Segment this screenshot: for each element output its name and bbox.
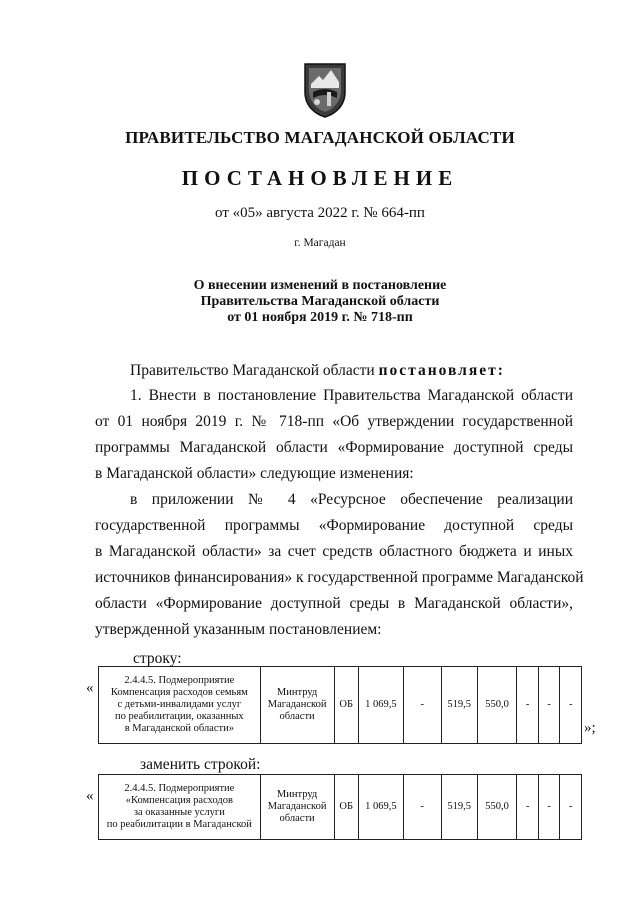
year-cell: - bbox=[517, 775, 539, 840]
cell-line: по реабилитации в Магаданской bbox=[106, 819, 252, 830]
item-1a-paragraph bbox=[95, 487, 584, 643]
close-quote: »; bbox=[584, 720, 596, 736]
year-cell: 550,0 bbox=[477, 775, 517, 840]
subject-line: от 01 ноября 2019 г. № 718-пп bbox=[227, 310, 413, 325]
cell-line: за оказанные услуги bbox=[133, 807, 225, 818]
old-row-table bbox=[98, 666, 582, 744]
year-cell: - bbox=[560, 667, 582, 744]
measure-name-cell bbox=[99, 775, 261, 840]
subject-line: Правительства Магаданской области bbox=[200, 294, 440, 309]
intro-paragraph bbox=[130, 358, 505, 384]
replace-label: заменить строкой: bbox=[140, 756, 261, 773]
decree-subject bbox=[0, 278, 640, 326]
cell-line: в Магаданской области» bbox=[124, 723, 234, 734]
total-cell: 1 069,5 bbox=[358, 775, 403, 840]
year-cell: - bbox=[538, 775, 560, 840]
cell-line: Минтруд bbox=[276, 789, 318, 800]
paragraph-line: в приложении № 4 «Ресурсное обеспечение реализации bbox=[130, 491, 573, 508]
total-cell: 1 069,5 bbox=[358, 667, 403, 744]
year-cell: - bbox=[403, 667, 441, 744]
cell-line: Магаданской bbox=[267, 801, 327, 812]
table-row bbox=[99, 667, 582, 744]
source-cell: ОБ bbox=[334, 775, 358, 840]
open-quote: « bbox=[86, 680, 94, 696]
government-title: ПРАВИТЕЛЬСТВО МАГАДАНСКОЙ ОБЛАСТИ bbox=[125, 128, 515, 147]
subject-line: О внесении изменений в постановление bbox=[193, 278, 447, 293]
paragraph-line: источников финансирования» к государственной программе Магаданской bbox=[95, 569, 584, 586]
new-row-table bbox=[98, 774, 582, 840]
year-cell: - bbox=[517, 667, 539, 744]
paragraph-line: государственной программы «Формирование доступной среды bbox=[95, 517, 573, 534]
source-cell: ОБ bbox=[334, 667, 358, 744]
measure-name-cell bbox=[99, 667, 261, 744]
year-cell: 519,5 bbox=[441, 775, 477, 840]
year-cell: - bbox=[538, 667, 560, 744]
cell-line: 2.4.4.5. Подмероприятие bbox=[124, 675, 235, 686]
cell-line: области bbox=[279, 813, 315, 824]
year-cell: - bbox=[403, 775, 441, 840]
paragraph-line: в Магаданской области» за счет средств областного бюджета и иных bbox=[95, 543, 573, 560]
executor-cell bbox=[260, 775, 334, 840]
paragraph-line: от 01 ноября 2019 г. № 718-пп «Об утверждении государственной bbox=[95, 413, 573, 430]
table-row bbox=[99, 775, 582, 840]
paragraph-line: области «Формирование доступной среды в Магаданской области», bbox=[95, 595, 573, 612]
cell-line: по реабилитации, оказанных bbox=[114, 711, 244, 722]
city: г. Магадан bbox=[294, 237, 346, 249]
paragraph-line: программы Магаданской области «Формирование доступной среды bbox=[95, 439, 573, 456]
paragraph-line: 1. Внести в постановление Правительства Магаданской области bbox=[130, 387, 573, 404]
cell-line: Магаданской bbox=[267, 699, 327, 710]
year-cell: 550,0 bbox=[477, 667, 517, 744]
cell-line: Минтруд bbox=[276, 687, 318, 698]
cell-line: «Компенсация расходов bbox=[125, 795, 233, 806]
item-1-paragraph bbox=[95, 383, 573, 487]
open-quote: « bbox=[86, 788, 94, 804]
document-type: ПОСТАНОВЛЕНИЕ bbox=[181, 166, 459, 190]
executor-cell bbox=[260, 667, 334, 744]
cell-line: Компенсация расходов семьям bbox=[110, 687, 248, 698]
date-and-number: от «05» августа 2022 г. № 664-пп bbox=[215, 205, 425, 221]
coat-of-arms-icon bbox=[301, 62, 349, 118]
paragraph-line: утвержденной указанным постановлением: bbox=[95, 621, 382, 638]
cell-line: области bbox=[279, 711, 315, 722]
cell-line: с детьми-инвалидами услуг bbox=[117, 699, 242, 710]
year-cell: - bbox=[560, 775, 582, 840]
intro-emphasis: постановляет: bbox=[378, 362, 505, 379]
row-label: строку: bbox=[133, 650, 182, 667]
year-cell: 519,5 bbox=[441, 667, 477, 744]
cell-line: 2.4.4.5. Подмероприятие bbox=[124, 783, 235, 794]
intro-text: Правительство Магаданской области bbox=[130, 362, 379, 379]
paragraph-line: в Магаданской области» следующие изменения: bbox=[95, 465, 414, 482]
